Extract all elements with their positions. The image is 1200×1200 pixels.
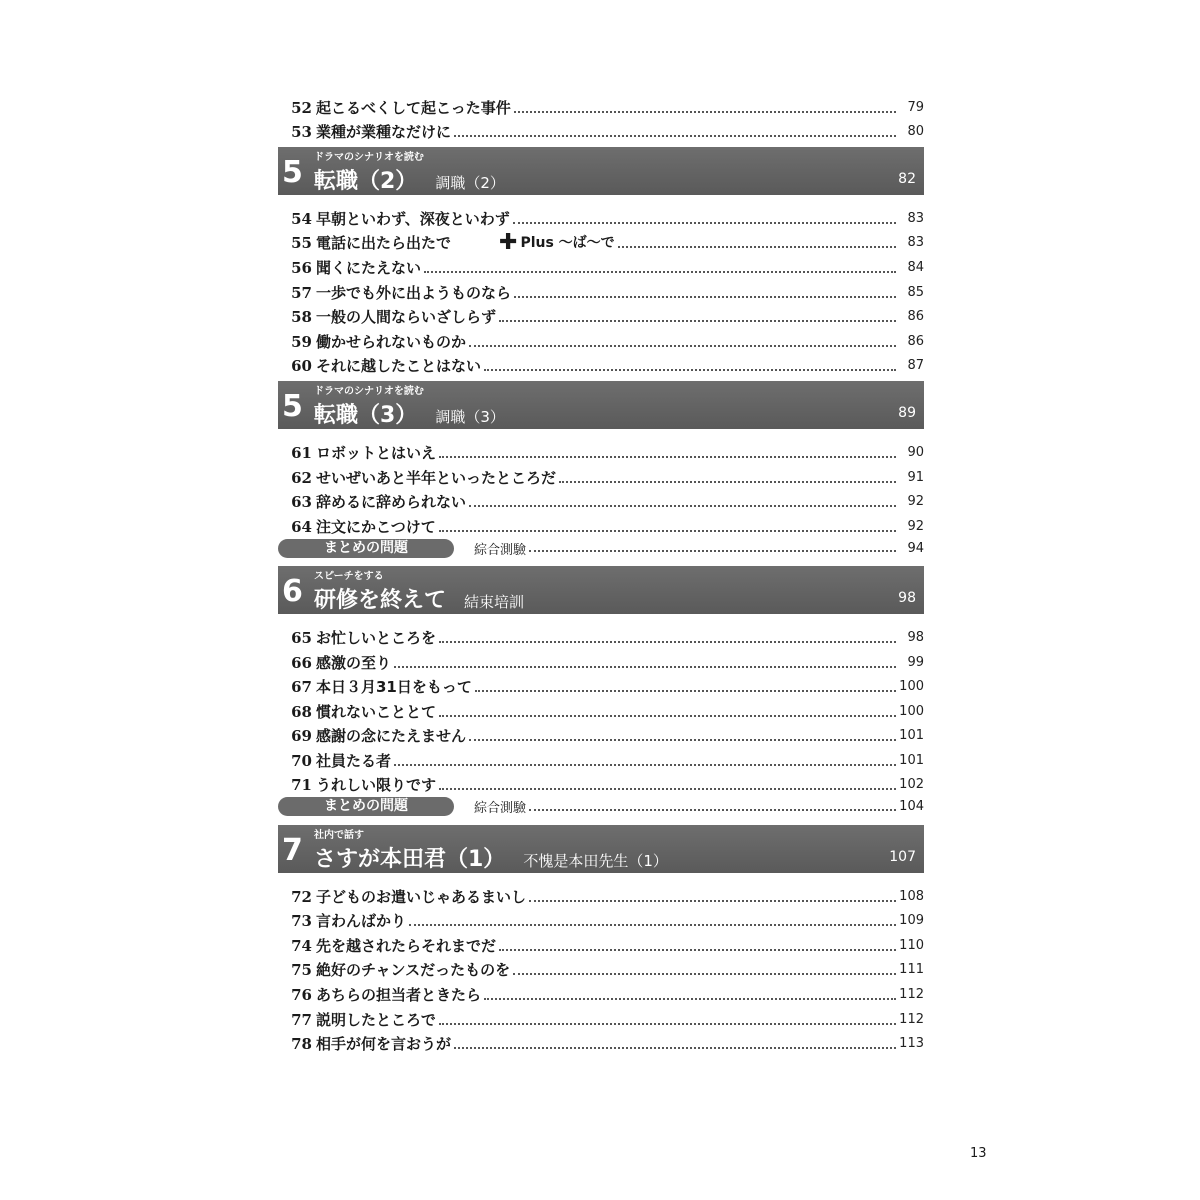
entry-page: 111 bbox=[899, 962, 924, 978]
entry-number: 73 bbox=[291, 912, 312, 931]
entry-title: お忙しいところを bbox=[316, 628, 437, 647]
entry-number: 61 bbox=[291, 443, 312, 462]
dot-leader bbox=[484, 998, 896, 1000]
dot-leader bbox=[439, 1023, 896, 1025]
entry-number: 68 bbox=[291, 702, 312, 721]
toc-entry[interactable] bbox=[278, 511, 924, 536]
toc-entry[interactable] bbox=[278, 117, 924, 142]
dot-leader bbox=[469, 505, 896, 507]
toc-entry[interactable] bbox=[278, 277, 924, 302]
entry-title: 本日３月31日をもって bbox=[316, 678, 472, 697]
entry-number: 59 bbox=[291, 332, 312, 351]
dot-leader bbox=[439, 456, 896, 458]
entry-page: 99 bbox=[907, 654, 924, 670]
toc-entry[interactable] bbox=[278, 302, 924, 327]
toc-entry[interactable] bbox=[278, 1004, 924, 1029]
entry-page: 84 bbox=[907, 259, 924, 275]
dot-leader bbox=[529, 900, 896, 902]
entry-number: 70 bbox=[291, 751, 312, 770]
toc-entry[interactable] bbox=[278, 770, 924, 795]
entry-number: 54 bbox=[291, 209, 312, 228]
entry-number: 71 bbox=[291, 776, 312, 795]
entry-page: 112 bbox=[899, 1011, 924, 1027]
entry-number: 74 bbox=[291, 936, 312, 955]
entry-number: 67 bbox=[291, 678, 312, 697]
unit-number: 5 bbox=[282, 389, 303, 425]
plus-icon: ✚ bbox=[499, 230, 518, 256]
unit-subtitle: スピーチをする bbox=[314, 571, 384, 583]
entry-title: あちらの担当者ときたら bbox=[316, 986, 482, 1005]
dot-leader bbox=[424, 271, 896, 273]
dot-leader bbox=[439, 530, 896, 532]
entry-title: 言わんばかり bbox=[316, 912, 407, 931]
toc-entry[interactable] bbox=[278, 203, 924, 228]
entry-number: 72 bbox=[291, 887, 312, 906]
entry-page: 92 bbox=[907, 518, 924, 534]
entry-number: 75 bbox=[291, 961, 312, 980]
entry-page: 109 bbox=[899, 913, 924, 929]
entry-number: 76 bbox=[291, 986, 312, 1005]
toc-entry[interactable] bbox=[278, 351, 924, 376]
table-of-contents bbox=[278, 92, 924, 1053]
toc-entry[interactable] bbox=[278, 1029, 924, 1054]
review-entry[interactable] bbox=[278, 794, 924, 819]
toc-entry[interactable] bbox=[278, 622, 924, 647]
dot-leader bbox=[469, 345, 896, 347]
unit-header[interactable] bbox=[278, 147, 924, 195]
entry-page: 100 bbox=[899, 679, 924, 695]
dot-leader bbox=[409, 924, 896, 926]
entry-number: 57 bbox=[291, 283, 312, 302]
review-page: 94 bbox=[907, 540, 924, 556]
dot-leader bbox=[439, 788, 896, 790]
toc-entry[interactable] bbox=[278, 906, 924, 931]
entry-page: 112 bbox=[899, 987, 924, 1003]
entry-title: せいぜいあと半年といったところだ bbox=[316, 468, 557, 487]
dot-leader bbox=[529, 809, 896, 811]
page-number: 13 bbox=[970, 1146, 987, 1161]
unit-chinese-title: 調職（2） bbox=[435, 174, 505, 193]
entry-title: 先を越されたらそれまでだ bbox=[316, 936, 497, 955]
entry-title: 電話に出たら出たで bbox=[316, 234, 452, 253]
entry-title: 起こるべくして起こった事件 bbox=[316, 98, 511, 117]
dot-leader bbox=[394, 764, 896, 766]
entry-page: 101 bbox=[899, 728, 924, 744]
dot-leader bbox=[475, 690, 896, 692]
entry-page: 80 bbox=[907, 124, 924, 140]
entry-title: 注文にかこつけて bbox=[316, 517, 436, 536]
entry-title: 一般の人間ならいざしらず bbox=[316, 308, 497, 327]
entry-page: 101 bbox=[899, 752, 924, 768]
entry-page: 100 bbox=[899, 703, 924, 719]
dot-leader bbox=[439, 641, 896, 643]
unit-chinese-title: 不愧是本田先生（1） bbox=[523, 852, 668, 871]
entry-title: 感謝の念にたえません bbox=[316, 727, 467, 746]
dot-leader bbox=[394, 666, 896, 668]
entry-page: 86 bbox=[907, 333, 924, 349]
unit-page: 107 bbox=[889, 849, 916, 866]
toc-entry[interactable] bbox=[278, 979, 924, 1004]
unit-subtitle: ドラマのシナリオを読む bbox=[314, 386, 424, 398]
unit-header[interactable] bbox=[278, 825, 924, 873]
entry-title: 慣れないこととて bbox=[316, 702, 437, 721]
entry-page: 98 bbox=[907, 629, 924, 645]
entry-number: 78 bbox=[291, 1035, 312, 1054]
review-chinese-label: 綜合測驗 bbox=[474, 542, 527, 558]
unit-title bbox=[314, 842, 668, 873]
unit-number: 6 bbox=[282, 574, 303, 610]
entry-number: 53 bbox=[291, 123, 312, 142]
toc-entry[interactable] bbox=[278, 252, 924, 277]
entry-page: 83 bbox=[907, 210, 924, 226]
unit-header[interactable] bbox=[278, 566, 924, 614]
entry-title: 子どものお遣いじゃあるまいし bbox=[316, 887, 527, 906]
entry-title: 業種が業種なだけに bbox=[316, 123, 452, 142]
unit-title-text: 研修を終えて bbox=[314, 588, 447, 614]
unit-page: 82 bbox=[898, 171, 916, 188]
plus-note bbox=[499, 230, 615, 256]
entry-page: 110 bbox=[899, 937, 924, 953]
dot-leader bbox=[499, 949, 896, 951]
unit-chinese-title: 調職（3） bbox=[435, 408, 505, 427]
entry-title: 相手が何を言おうが bbox=[316, 1035, 452, 1054]
entry-number: 65 bbox=[291, 628, 312, 647]
entry-page: 79 bbox=[907, 99, 924, 115]
review-chinese-label: 綜合測驗 bbox=[474, 801, 527, 817]
entry-title: 絶好のチャンスだったものを bbox=[316, 961, 511, 980]
dot-leader bbox=[454, 1047, 896, 1049]
unit-title-text: さすが本田君（1） bbox=[314, 847, 506, 873]
unit-title-text: 転職（2） bbox=[314, 169, 418, 195]
entry-number: 64 bbox=[291, 517, 312, 536]
entry-page: 91 bbox=[907, 469, 924, 485]
unit-page: 98 bbox=[898, 590, 916, 607]
toc-entry[interactable] bbox=[278, 326, 924, 351]
unit-subtitle: ドラマのシナリオを読む bbox=[314, 152, 424, 164]
entry-page: 86 bbox=[907, 309, 924, 325]
dot-leader bbox=[513, 973, 896, 975]
review-badge: まとめの問題 bbox=[278, 797, 454, 816]
unit-subtitle: 社内で話す bbox=[314, 830, 364, 842]
dot-leader bbox=[469, 739, 896, 741]
toc-entry[interactable] bbox=[278, 647, 924, 672]
entry-title: 早朝といわず、深夜といわず bbox=[316, 209, 510, 228]
entry-title: うれしい限りです bbox=[316, 776, 437, 795]
entry-number: 63 bbox=[291, 493, 312, 512]
unit-title-text: 転職（3） bbox=[314, 403, 418, 429]
unit-number: 7 bbox=[282, 833, 303, 869]
entry-number: 66 bbox=[291, 653, 312, 672]
unit-page: 89 bbox=[898, 405, 916, 422]
entry-title: 一歩でも外に出ようものなら bbox=[316, 283, 512, 302]
dot-leader bbox=[618, 246, 896, 248]
toc-entry[interactable] bbox=[278, 487, 924, 512]
unit-title bbox=[314, 164, 505, 195]
review-badge: まとめの問題 bbox=[278, 539, 454, 558]
toc-entry[interactable] bbox=[278, 696, 924, 721]
entry-number: 77 bbox=[291, 1010, 312, 1029]
entry-number: 69 bbox=[291, 727, 312, 746]
entry-page: 83 bbox=[907, 235, 924, 251]
entry-number: 56 bbox=[291, 258, 312, 277]
entry-page: 90 bbox=[907, 444, 924, 460]
dot-leader bbox=[514, 111, 896, 113]
entry-number: 62 bbox=[291, 468, 312, 487]
entry-title: ロボットとはいえ bbox=[316, 443, 437, 462]
unit-number: 5 bbox=[282, 155, 303, 191]
toc-entry[interactable] bbox=[278, 881, 924, 906]
entry-page: 85 bbox=[907, 284, 924, 300]
entry-title: それに越したことはない bbox=[316, 357, 482, 376]
review-entry[interactable] bbox=[278, 536, 924, 561]
entry-title: 感激の至り bbox=[316, 653, 392, 672]
dot-leader bbox=[439, 715, 896, 717]
entry-page: 87 bbox=[907, 358, 924, 374]
toc-entry[interactable] bbox=[278, 721, 924, 746]
toc-entry[interactable] bbox=[278, 462, 924, 487]
dot-leader bbox=[513, 222, 896, 224]
toc-entry[interactable] bbox=[278, 672, 924, 697]
unit-title bbox=[314, 583, 524, 614]
entry-title: 辞めるに辞められない bbox=[316, 493, 467, 512]
entry-number: 55 bbox=[291, 234, 312, 253]
toc-entry[interactable] bbox=[278, 955, 924, 980]
entry-page: 113 bbox=[899, 1036, 924, 1052]
plus-text: Plus ～ば～で bbox=[520, 235, 615, 252]
entry-title: 社員たる者 bbox=[316, 751, 392, 770]
dot-leader bbox=[484, 369, 896, 371]
entry-page: 102 bbox=[899, 777, 924, 793]
toc-entry[interactable] bbox=[278, 745, 924, 770]
unit-title bbox=[314, 398, 505, 429]
entry-title: 働かせられないものか bbox=[316, 332, 467, 351]
dot-leader bbox=[529, 550, 896, 552]
review-page: 104 bbox=[899, 799, 924, 815]
entry-page: 92 bbox=[907, 494, 924, 510]
dot-leader bbox=[559, 481, 896, 483]
toc-entry[interactable] bbox=[278, 228, 924, 256]
entry-page: 108 bbox=[899, 888, 924, 904]
unit-header[interactable] bbox=[278, 381, 924, 429]
unit-chinese-title: 結束培訓 bbox=[464, 593, 525, 612]
dot-leader bbox=[454, 135, 896, 137]
dot-leader bbox=[499, 320, 896, 322]
entry-title: 聞くにたえない bbox=[316, 258, 422, 277]
entry-number: 52 bbox=[291, 98, 312, 117]
toc-entry[interactable] bbox=[278, 437, 924, 462]
entry-number: 60 bbox=[291, 357, 312, 376]
entry-number: 58 bbox=[291, 308, 312, 327]
dot-leader bbox=[514, 296, 896, 298]
toc-entry[interactable] bbox=[278, 92, 924, 117]
toc-entry[interactable] bbox=[278, 930, 924, 955]
entry-title: 説明したところで bbox=[316, 1010, 436, 1029]
